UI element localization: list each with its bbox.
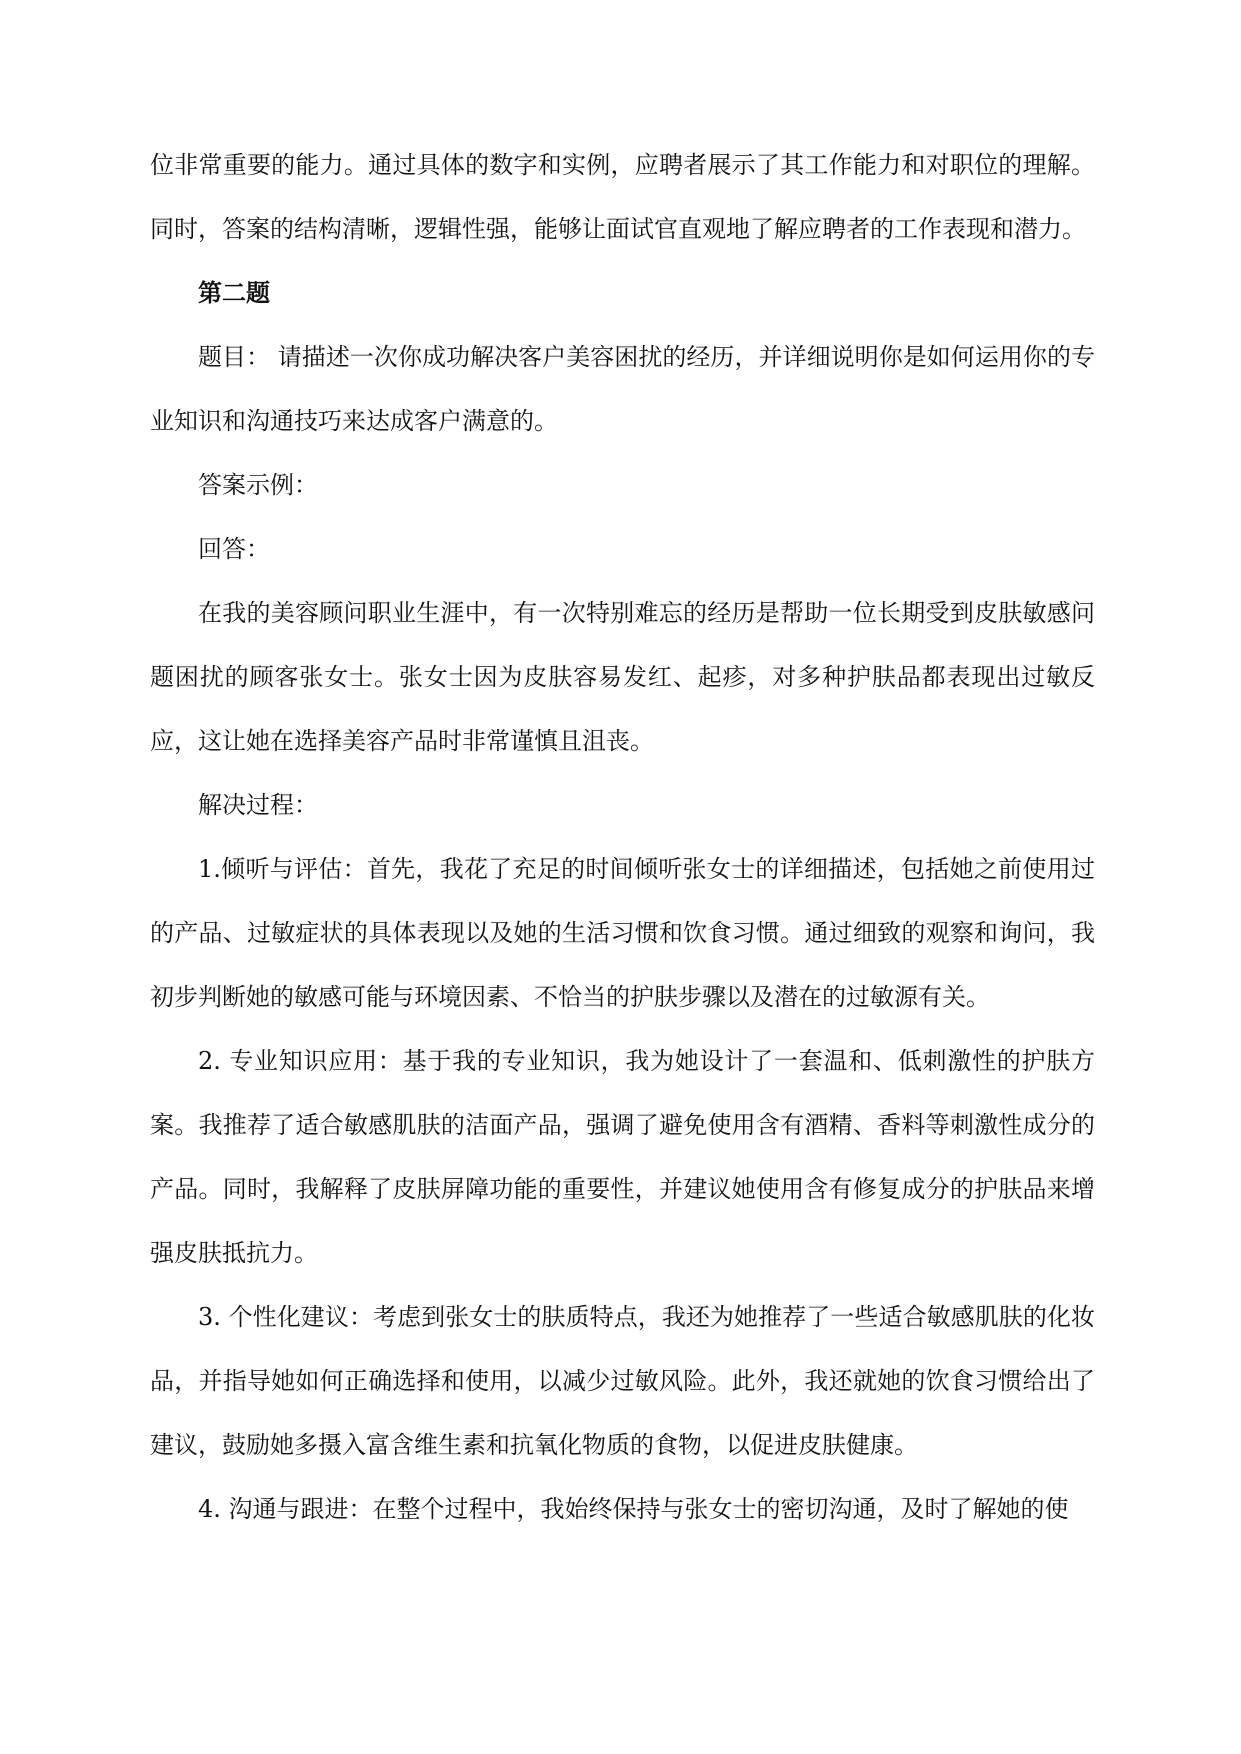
step-4-paragraph: 4. 沟通与跟进：在整个过程中，我始终保持与张女士的密切沟通，及时了解她的使 xyxy=(198,1495,1069,1523)
step-2-paragraph: 2. 专业知识应用：基于我的专业知识，我为她设计了一套温和、低刺激性的护肤方案。我推荐了适合敏感肌肤的洁面产品，强调了避免使用含有酒精、香料等刺激性成分的产品。同时，我解释了皮肤屏障功能的重要性，并建议她使用含有修复成分的护肤品来增强皮肤抵抗力。 xyxy=(150,1047,1095,1267)
question-paragraph: 题目： 请描述一次你成功解决客户美容困扰的经历，并详细说明你是如何运用你的专业知识和沟通技巧来达成客户满意的。 xyxy=(150,343,1095,435)
document-body xyxy=(150,133,1095,1541)
answer-example-label: 答案示例： xyxy=(198,471,318,499)
process-label: 解决过程： xyxy=(198,791,318,819)
section-title: 第二题 xyxy=(198,279,270,307)
story-paragraph: 在我的美容顾问职业生涯中，有一次特别难忘的经历是帮助一位长期受到皮肤敏感问题困扰的顾客张女士。张女士因为皮肤容易发红、起疹，对多种护肤品都表现出过敏反应，这让她在选择美容产品时非常谨慎且沮丧。 xyxy=(150,599,1095,755)
step-3-paragraph: 3. 个性化建议：考虑到张女士的肤质特点，我还为她推荐了一些适合敏感肌肤的化妆品，并指导她如何正确选择和使用，以减少过敏风险。此外，我还就她的饮食习惯给出了建议，鼓励她多摄入富含维生素和抗氧化物质的食物，以促进皮肤健康。 xyxy=(150,1303,1095,1459)
step-1-paragraph: 1.倾听与评估：首先，我花了充足的时间倾听张女士的详细描述，包括她之前使用过的产品、过敏症状的具体表现以及她的生活习惯和饮食习惯。通过细致的观察和询问，我初步判断她的敏感可能与环境因素、不恰当的护肤步骤以及潜在的过敏源有关。 xyxy=(150,855,1095,1011)
answer-label: 回答： xyxy=(198,535,270,563)
intro-paragraph: 位非常重要的能力。通过具体的数字和实例，应聘者展示了其工作能力和对职位的理解。同时，答案的结构清晰，逻辑性强，能够让面试官直观地了解应聘者的工作表现和潜力。 xyxy=(150,151,1095,243)
